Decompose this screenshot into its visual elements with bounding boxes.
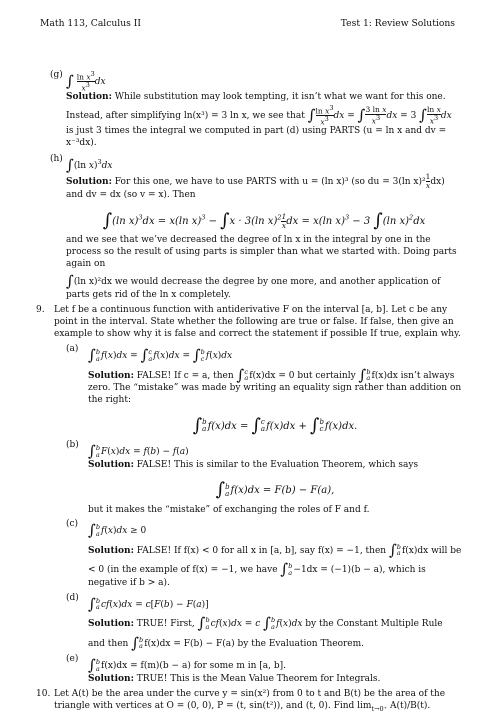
solution-text: dx) [430, 177, 445, 188]
part-h-integral: ∫(ln x)$^3$dx [66, 155, 113, 174]
problem-number: 10. [36, 689, 51, 700]
solution-text: f(x)dx will be < 0 (in the example of f(x) = −1, we have [88, 545, 462, 576]
solution-text: Instead, after simplifying ln(x³) = 3 ln x, we see that [66, 111, 305, 122]
solution-label: Solution: [88, 619, 134, 630]
solution-text: by the Constant Multiple Rule and then [88, 619, 443, 649]
page-content [36, 70, 462, 717]
solution-text: FALSE! If c = a, then [136, 370, 234, 381]
statement: ∫ b a F(x)dx = f(b) − f(a) [88, 442, 189, 461]
solution-text: f(x)dx = F(b) − F(a) by the Evaluation Theorem. [144, 638, 365, 649]
part-g-integral: ∫ $\frac{\ln x^3}{x^3}$ dx [66, 69, 106, 93]
solution-label: Solution: [88, 545, 134, 556]
part-9e [66, 654, 462, 685]
solution-text: (ln x)²dx we would decrease the degree by one more, and another application of parts gets rid of the ln x completely. [66, 277, 441, 300]
evaluation-theorem-equation: ∫ b a f(x)dx = F(b) − F(a), [215, 479, 335, 501]
part-9a: (a) ∫ b a f(x)dx = ∫ c a f(x)dx = ∫ b c f(x)dx Solution: FALSE! If c = a, then ∫ c a f(x)dx = 0 but certainly ∫ b a f(x)dx isn’t always zero. The “mistake” was made by writing an equality sign rather than addition on the right: ∫ b a f(x)dx = ∫ c a f(x)dx + ∫ b c f(x)dx. [66, 344, 462, 436]
solution-label: Solution: [88, 370, 134, 381]
problem-9 [36, 305, 462, 340]
statement: ∫ b a f(x)dx ≥ 0 [88, 521, 147, 540]
part-label: (g) [50, 70, 63, 80]
solution-text: TRUE! First, [136, 619, 195, 630]
problem-text: A(t)/B(t). [389, 701, 431, 712]
course-title: Math 113, Calculus II [40, 18, 142, 29]
solution-text: −1dx = (−1)(b − a), which is negative if b > a). [88, 565, 426, 588]
part-9d: (d) ∫ b a cf(x)dx = c[F(b) − F(a)] Solution: TRUE! First, ∫ b a cf(x)dx = c ∫ b a f(x)dx by the Constant Multiple Rule and then ∫ b a f(x)dx = F(b) − F(a) by the Evaluation Theorem. [66, 593, 462, 652]
part-h: (h) ∫(ln x)$^3$dx Solution: For this one, we have to use PARTS with u = (ln x)³ (so du = 3(ln x)² $\frac{1}{x}$ dx) and dv = dx (so v = x). Then ∫(ln x)$^3$dx = x(ln x)$^3$ − ∫x · 3(ln x)$^2$ $\frac{1}{x}$ dx = x(ln x)$^3$ − 3 ∫(ln x)$^2$dx and we see that we’ve decreased the degree of ln x in the integral by one in the process so the result of using parts is simpler than what we started with. Doing parts again on ∫(ln x)²dx we would decrease the degree by one more, and another application of parts gets rid of the ln x completely. [36, 154, 462, 302]
part-label: (b) [66, 440, 79, 451]
solution-label: Solution: [66, 177, 112, 188]
solution-text: f(x)dx = 0 but certainly [249, 370, 356, 381]
solution-label: Solution: [88, 459, 134, 470]
problem-9-parts [36, 344, 462, 685]
solution-text: and dv = dx (so v = x). Then [66, 190, 196, 201]
solution-text: FALSE! This is similar to the Evaluation Theorem, which says [136, 459, 419, 470]
part-label: (c) [66, 519, 79, 530]
parts-equation: ∫(ln x)$^3$dx = x(ln x)$^3$ − ∫x · 3(ln x)$^2$ $\frac{1}{x}$ dx = x(ln x)$^3$ − 3 ∫(ln x)$^2$dx [102, 209, 426, 231]
solution-text: For this one, we have to use PARTS with u = (ln x)³ (so du = 3(ln x)² [114, 177, 426, 188]
solution-text: FALSE! If f(x) < 0 for all x in [a, b], say f(x) = −1, then [136, 545, 387, 556]
part-label: (h) [50, 153, 63, 164]
statement: ∫ b a f(x)dx = f(m)(b − a) for some m in [a, b]. [88, 656, 287, 675]
problem-text: Let f be a continuous function with antiderivative F on the interval [a, b]. Let c be any point in the interval. State whether the following are true or false. If false, then give an example to show why it is false and correct the statement if possible If true, explain why. [54, 305, 461, 339]
solution-label: Solution: [66, 92, 112, 103]
part-9b [66, 440, 462, 516]
statement: ∫ b a cf(x)dx = c[F(b) − F(a)] [88, 594, 209, 613]
page-header [40, 18, 455, 32]
part-9c: (c) ∫ b a f(x)dx ≥ 0 Solution: FALSE! If f(x) < 0 for all x in [a, b], say f(x) = −1, then ∫ b a f(x)dx will be < 0 (in the example of f(x) = −1, we have ∫ b a −1dx = (−1)(b − a), which is negative if b > a). [66, 519, 462, 588]
solution-text: f(x)dx isn’t always zero. The “mistake” was made by writing an equality sign rather than addition on the right: [88, 370, 462, 406]
part-label: (a) [66, 344, 79, 355]
limit-subscript: t→0⁺ [371, 704, 388, 713]
solution-text: and we see that we’ve decreased the degree of ln x in the integral by one in the process so the result of using parts is simpler than what we started with. Doing parts again on [66, 235, 457, 269]
part-label: (d) [66, 592, 79, 603]
corrected-equation: ∫ b a f(x)dx = ∫ c a f(x)dx + ∫ b c f(x)dx. [192, 414, 358, 436]
solution-equation: ∫ $\frac{\ln x^3}{x^3}$ dx = ∫ $\frac{\text{3 ln x}}{x^3}$ dx = 3 ∫ $\frac{\text{ln x}}{x^3}$ dx [307, 103, 452, 127]
solution-text: is just 3 times the integral we computed in part (d) using PARTS (u = ln x and dv = x⁻³dx). [66, 126, 447, 149]
document-title: Test 1: Review Solutions [340, 18, 455, 29]
problem-text: Let A(t) be the area under the curve y = sin(x²) from 0 to t and B(t) be the area of the triangle with vertices at O = (0, 0), P = (t, sin(t²)), and (t, 0). Find lim [54, 689, 446, 712]
solution-text: TRUE! This is the Mean Value Theorem for Integrals. [136, 673, 381, 684]
problem-10 [36, 689, 462, 713]
solution-text: While substitution may look tempting, it isn’t what we want for this one. [114, 92, 446, 103]
part-label: (e) [66, 654, 79, 665]
solution-text: but it makes the “mistake” of exchanging the roles of F and f. [88, 504, 370, 515]
part-g [36, 70, 462, 150]
statement: ∫ b a f(x)dx = ∫ c a f(x)dx = ∫ b c f(x)dx [88, 346, 233, 365]
solution-label: Solution: [88, 673, 134, 684]
problem-number: 9. [36, 305, 45, 316]
